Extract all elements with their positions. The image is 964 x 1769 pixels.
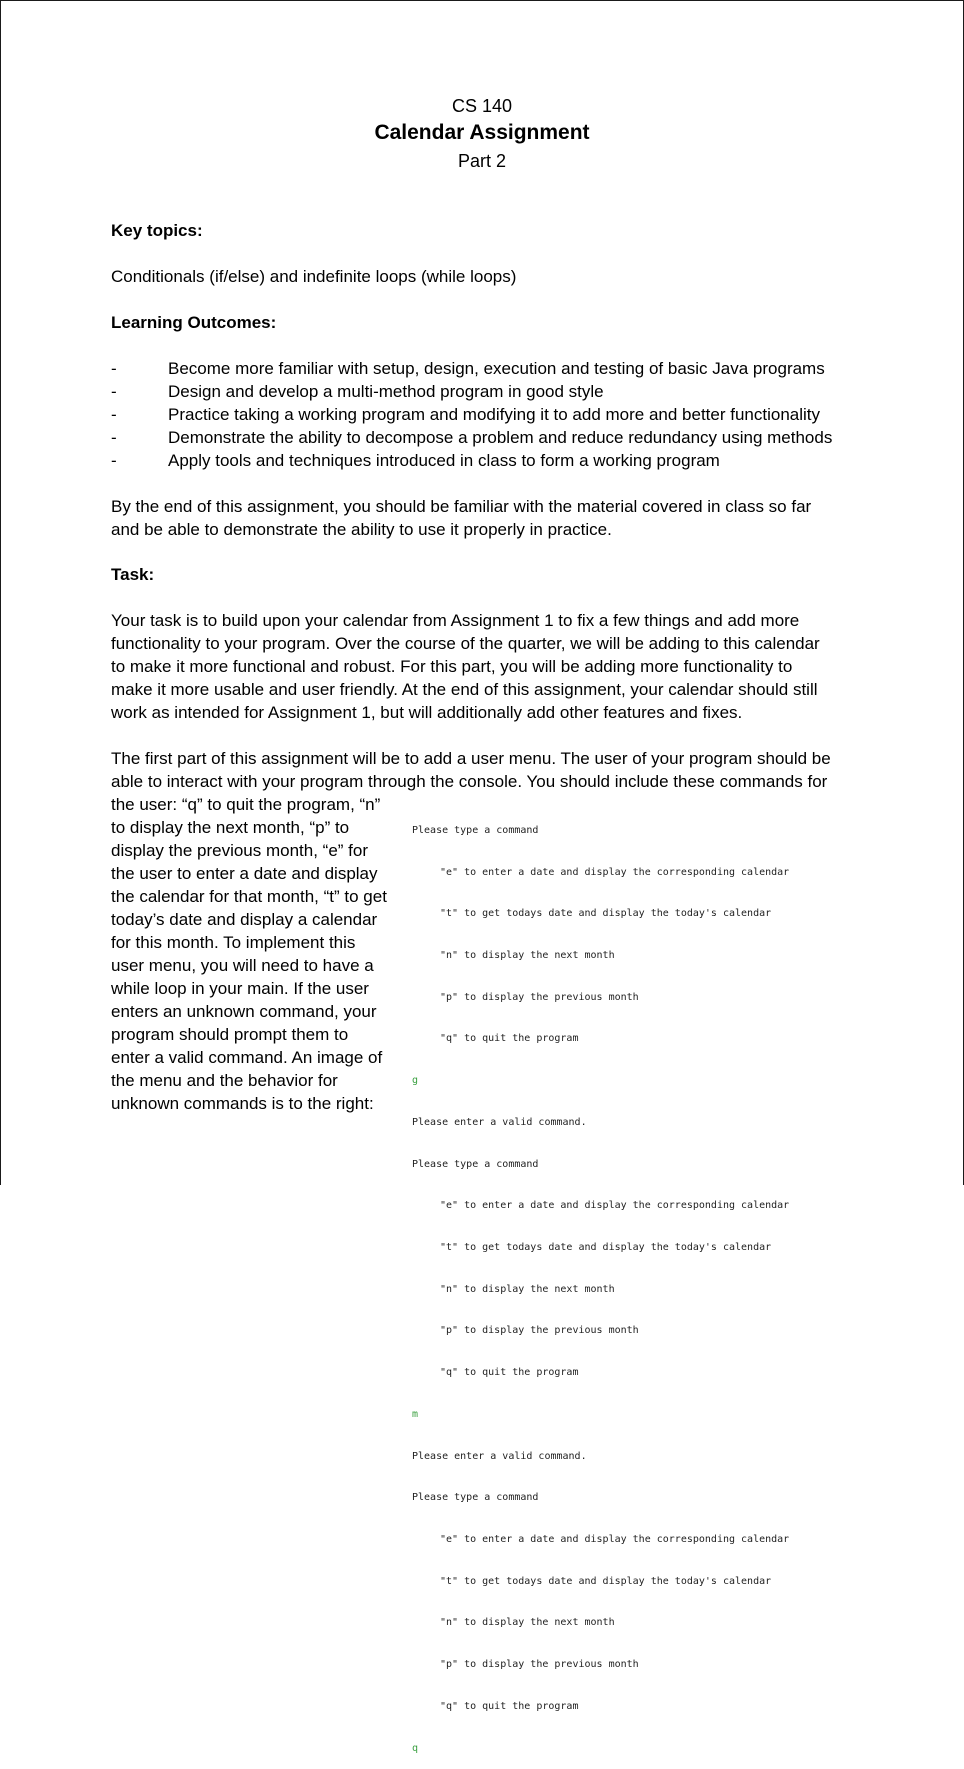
list-item	[111, 426, 832, 449]
console-option: "p" to display the previous month	[440, 1325, 639, 1337]
paragraph-line: enters an unknown command, your	[111, 1002, 377, 1021]
summary-line: By the end of this assignment, you should be familiar with the material covered in class so far	[111, 497, 812, 516]
console-option: "q" to quit the program	[440, 1700, 579, 1712]
console-option: "e" to enter a date and display the corresponding calendar	[440, 1534, 790, 1546]
console-invalid-message: Please enter a valid command.	[412, 1450, 587, 1462]
console-invalid-message: Please enter a valid command.	[412, 1116, 587, 1128]
paragraph-line: to make it more functional and robust. For this part, you will be adding more functionality to	[111, 657, 793, 676]
list-item	[111, 403, 832, 426]
assignment-part: Part 2	[457, 151, 507, 171]
key-topics-heading: Key topics:	[111, 221, 203, 240]
paragraph-line: the user to enter a date and display	[111, 864, 378, 883]
console-option: "n" to display the next month	[440, 1617, 615, 1629]
paragraph-line: program should prompt them to	[111, 1025, 349, 1044]
console-option: "q" to quit the program	[440, 1367, 579, 1379]
console-option: "n" to display the next month	[440, 949, 615, 961]
console-option: "p" to display the previous month	[440, 991, 639, 1003]
paragraph-line: enter a valid command. An image of	[111, 1048, 383, 1067]
paragraph-line: for this month. To implement this	[111, 933, 356, 952]
task-paragraph-2-left-column	[111, 793, 387, 1115]
console-prompt: Please type a command	[412, 1158, 539, 1170]
outcome-text: Practice taking a working program and modifying it to add more and better functionality	[168, 405, 821, 424]
bullet-dash: -	[111, 428, 117, 447]
paragraph-line: the calendar for that month, “t” to get	[111, 887, 387, 906]
bullet-dash: -	[111, 359, 117, 378]
outcome-text: Apply tools and techniques introduced in class to form a working program	[168, 451, 720, 470]
paragraph-line: today’s date and display a calendar	[111, 910, 378, 929]
assignment-title: Calendar Assignment	[374, 121, 590, 144]
console-option: "e" to enter a date and display the corresponding calendar	[440, 866, 790, 878]
console-prompt: Please type a command	[412, 824, 539, 836]
task-heading: Task:	[111, 565, 155, 584]
learning-outcomes-heading: Learning Outcomes:	[111, 313, 277, 332]
task-paragraph-2	[111, 747, 871, 793]
summary-line: and be able to demonstrate the ability to use it properly in practice.	[111, 520, 612, 539]
task-paragraph-1	[111, 609, 871, 724]
paragraph-line: Your task is to build upon your calendar from Assignment 1 to fix a few things and add more	[111, 611, 800, 630]
paragraph-line: user menu, you will need to have a	[111, 956, 374, 975]
paragraph-line: the user: “q” to quit the program, “n”	[111, 795, 381, 814]
paragraph-line: unknown commands is to the right:	[111, 1094, 374, 1113]
console-option: "e" to enter a date and display the corresponding calendar	[440, 1200, 790, 1212]
list-item	[111, 380, 832, 403]
console-user-input: m	[412, 1408, 419, 1420]
outcome-text: Demonstrate the ability to decompose a problem and reduce redundancy using methods	[168, 428, 833, 447]
paragraph-line: display the previous month, “e” for	[111, 841, 369, 860]
bullet-dash: -	[111, 451, 117, 470]
list-item	[111, 449, 832, 472]
paragraph-line: The first part of this assignment will be to add a user menu. The user of your program should be	[111, 749, 831, 768]
paragraph-line: functionality to your program. Over the course of the quarter, we will be adding to this calendar	[111, 634, 820, 653]
console-user-input: q	[412, 1742, 419, 1754]
console-option: "t" to get todays date and display the today's calendar	[440, 1575, 772, 1587]
console-option: "t" to get todays date and display the today's calendar	[440, 908, 772, 920]
console-option: "q" to quit the program	[440, 1033, 579, 1045]
paragraph-line: able to interact with your program through the console. You should include these commands for	[111, 772, 828, 791]
paragraph-line: make it more usable and user friendly. At the end of this assignment, your calendar should still	[111, 680, 818, 699]
course-name: CS 140	[451, 96, 513, 116]
console-option: "n" to display the next month	[440, 1283, 615, 1295]
paragraph-line: while loop in your main. If the user	[111, 979, 369, 998]
console-user-input: g	[412, 1075, 419, 1087]
outcome-text: Become more familiar with setup, design, execution and testing of basic Java programs	[168, 359, 825, 378]
outcome-text: Design and develop a multi-method program in good style	[168, 382, 604, 401]
console-screenshot	[412, 796, 789, 1769]
key-topics-text: Conditionals (if/else) and indefinite loops (while loops)	[111, 267, 517, 286]
learning-outcomes-list	[111, 357, 832, 472]
paragraph-line: the menu and the behavior for	[111, 1071, 338, 1090]
bullet-dash: -	[111, 382, 117, 401]
list-item	[111, 357, 832, 380]
paragraph-line: to display the next month, “p” to	[111, 818, 350, 837]
summary-paragraph	[111, 495, 871, 541]
paragraph-line: work as intended for Assignment 1, but will additionally add other features and fixes.	[111, 703, 743, 722]
console-option: "t" to get todays date and display the today's calendar	[440, 1242, 772, 1253]
console-option: "p" to display the previous month	[440, 1659, 639, 1671]
bullet-dash: -	[111, 405, 117, 424]
console-prompt: Please type a command	[412, 1492, 539, 1504]
